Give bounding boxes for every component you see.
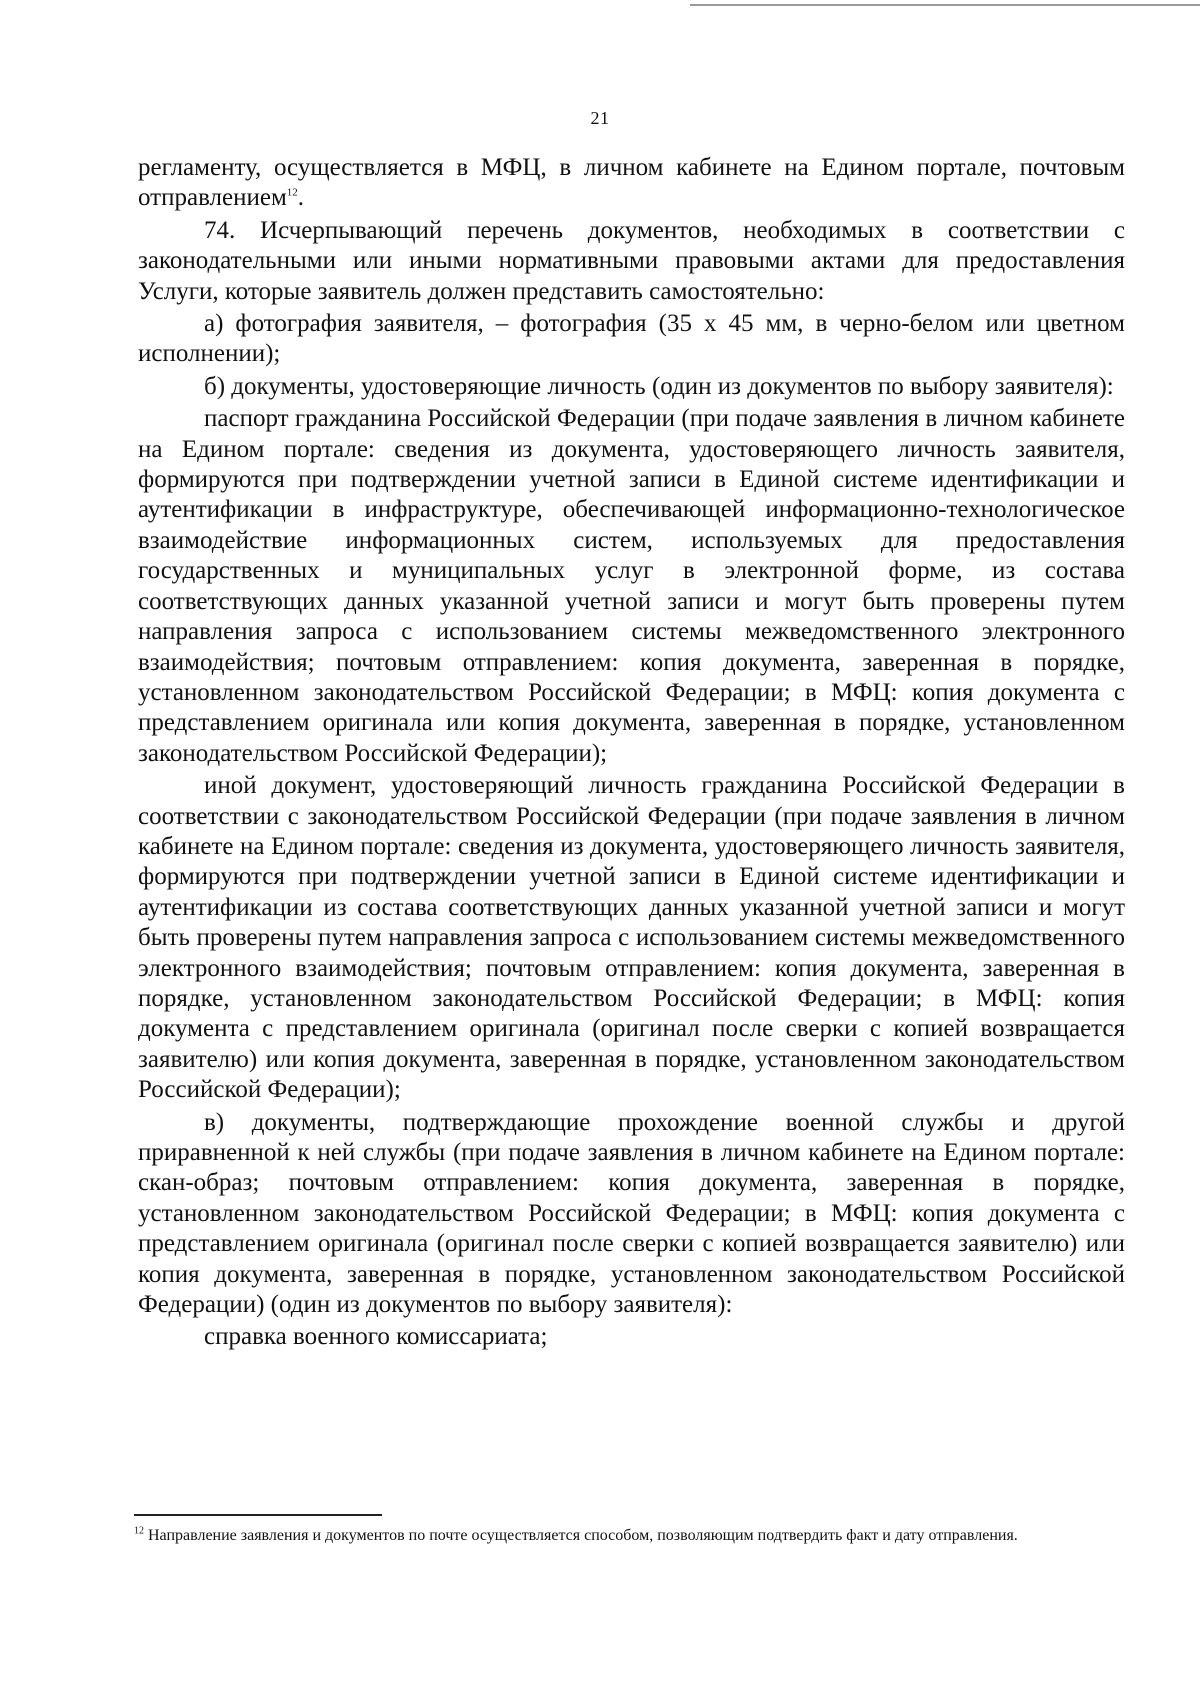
paragraph-other-identity-doc: иной документ, удостоверяющий личность гражданина Российской Федерации в соответствии с законодательством Российской Федерации (при подаче заявления в личном кабинете на Едином портале: сведения из документа, удостоверяющего личность заявителя, формируются при подтверждении учетной записи в Единой системе идентификации и аутентификации из состава соответствующих данных указанной учетной записи и могут быть проверены путем направления запроса с использованием системы межведомственного электронного взаимодействия; почтовым отправлением: копия документа, заверенная в порядке, установленном законодательством Российской Федерации; в МФЦ: копия документа с представлением оригинала (оригинал после сверки с копией возвращается заявителю) или копия документа, заверенная в порядке, установленном законодательством Российской Федерации); [138,772,1125,1104]
paragraph-passport: паспорт гражданина Российской Федерации (при подаче заявления в личном кабинете на Едином портале: сведения из документа, удостоверяющего личность заявителя, формируются при подтверждении учетной записи в Единой системе идентификации и аутентификации в инфраструктуре, обеспечивающей информационно-технологическое взаимодействие информационных систем, используемых для предоставления государственных и муниципальных услуг в электронной форме, из состава соответствующих данных указанной учетной записи и могут быть проверены путем направления запроса с использованием системы межведомственного электронного взаимодействия; почтовым отправлением: копия документа, заверенная в порядке, установленном законодательством Российской Федерации; в МФЦ: копия документа с представлением оригинала или копия документа, заверенная в порядке, установленном законодательством Российской Федерации); [138,405,1125,767]
footnote-number: 12 [134,1525,144,1537]
paragraph-continuation [138,153,1125,214]
paragraph-item-v-military-service: в) документы, подтверждающие прохождение военной службы и другой приравненной к ней службы (при подаче заявления в личном кабинете на Едином портале: скан-образ; почтовым отправлением: копия документа, заверенная в порядке, установленном законодательством Российской Федерации; в МФЦ: копия документа с представлением оригинала (оригинал после сверки с копией возвращается заявителю) или копия документа, заверенная в порядке, установленном законодательством Российской Федерации) (один из документов по выбору заявителя): [138,1108,1125,1319]
footnote-text: Направление заявления и документов по почте осуществляется способом, позволяющим подтвердить факт и дату отправления. [144,1527,1018,1544]
paragraph-tail: . [297,184,305,212]
paragraph-item-b-identity-docs: б) документы, удостоверяющие личность (один из документов по выбору заявителя): [204,372,1114,400]
paragraph-item-74: 74. Исчерпывающий перечень документов, необходимых в соответствии с законодательными или иными нормативными правовыми актами для предоставления Услуги, которые заявитель должен представить самостоятельно: [138,216,1125,305]
document-body [138,153,1125,1353]
page-number: 21 [590,108,610,128]
scan-top-edge-line [690,4,1200,6]
footnote-separator [134,1514,382,1516]
paragraph-military-certificate: справка военного комиссариата; [204,1323,548,1351]
paragraph-item-a-photo: а) фотография заявителя, – фотография (35 х 45 мм, в черно-белом или цветном исполнении); [138,310,1125,368]
paragraph-text: регламенту, осуществляется в МФЦ, в личном кабинете на Едином портале, почтовым отправлением [138,154,1125,212]
footnote-reference: 12 [286,187,298,200]
footnote [134,1524,1124,1548]
